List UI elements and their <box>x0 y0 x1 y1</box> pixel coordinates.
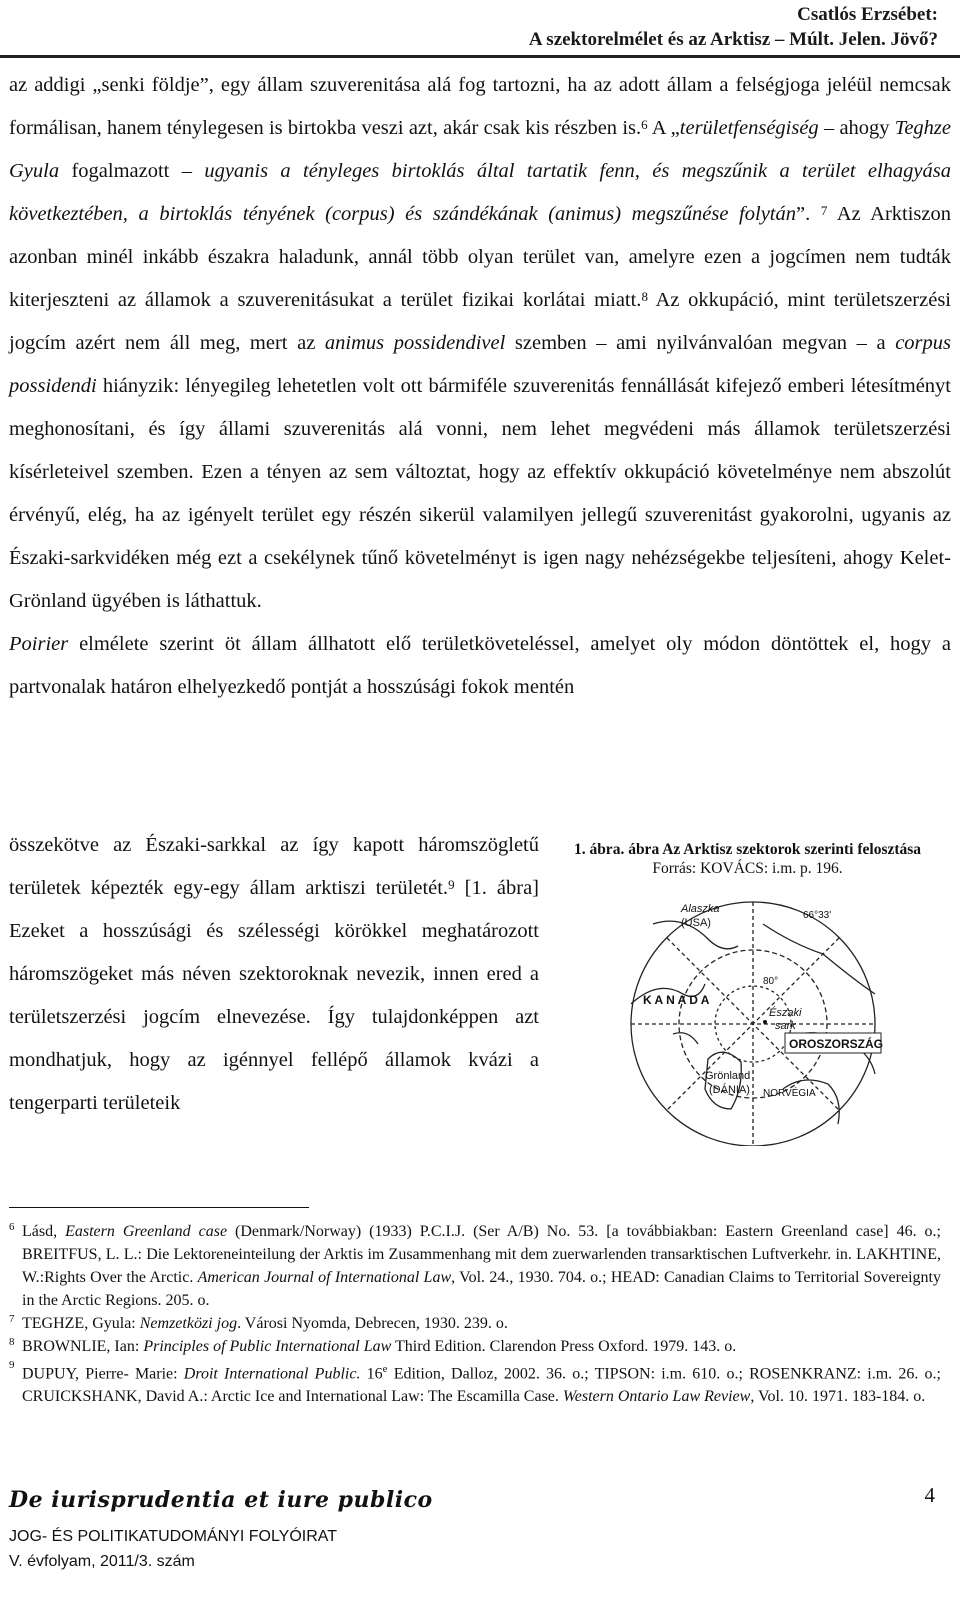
journal-title: De iurisprudentia et iure publico <box>9 1487 433 1513</box>
label-gronland: Grönland <box>704 1070 750 1082</box>
footnote-ref-8[interactable]: 8 <box>641 289 648 304</box>
footnote-text: Droit International Public. <box>183 1365 361 1383</box>
footnote-number: 7 <box>9 1313 15 1325</box>
running-header <box>529 2 938 52</box>
footnote-text: Western Ontario Law Review <box>562 1388 751 1406</box>
footnote-ref-6[interactable]: 6 <box>641 117 648 132</box>
label-sark: sark <box>774 1020 796 1032</box>
header-title: A szektorelmélet és az Arktisz – Múlt. Jelen. Jövő? <box>528 29 938 50</box>
text-span: az addigi „senki földje”, egy állam szuverenitása alá fog tartozni, ha az adott állam a felségjoga jeléül nemcsak formálisan, hanem ténylegesen is birtokba veszi azt, akár csak kis részben is. <box>9 74 951 139</box>
text-span: ”. <box>796 203 821 225</box>
label-alaszka: Alaszka <box>680 903 720 915</box>
journal-subtitle: JOG- ÉS POLITIKATUDOMÁNYI FOLYÓIRAT <box>9 1528 338 1545</box>
label-kanada: K A N A D A <box>642 993 709 1007</box>
figure-caption <box>560 840 935 859</box>
text-span: szemben – ami nyilvánvalóan megvan – a <box>505 332 896 354</box>
italic-span: területfenségiség <box>679 117 819 139</box>
caption-title: 1. ábra. ábra Az Arktisz szektorok szerinti felosztása <box>573 841 922 858</box>
paragraph-1 <box>9 64 951 623</box>
footnote-8 <box>9 1335 941 1358</box>
text-span: hiányzik: lényegileg lehetetlen volt ott bármiféle szuverenitás fennállását kifejező emberi létesítményt meghonosítani, és így állami szuverenitás alá vonni, nem lehet megvédeni más államok területszerzési kísérleteivel szemben. Ezen a tényen az sem változtat, hogy az effektív okkupáció követelménye nem abszolút érvényű, elég, ha az igényelt terület egy részén sikerül valamilyen jellegű szuverenitást gyakorolni, ugyanis az Északi-sarkvidéken még ezt a csekélynek tűnő követelményt is igen nagy nehézségekbe teljesíteni, ahogy Kelet-Grönland ügyében is láthattuk. <box>9 375 951 612</box>
footnote-ref-9[interactable]: 9 <box>448 877 455 892</box>
footnote-text: , Vol. 24., 1930. 704. o.; HEAD: Canadian Claims to Territorial Sovereignty in the Arctic Regions. 205. o. <box>22 1269 941 1309</box>
italic-span: animus possidendivel <box>324 332 506 354</box>
footnote-text: Nemzetközi jog <box>139 1315 238 1332</box>
figure-1 <box>560 840 935 1146</box>
label-66-33: 66°33' <box>802 910 831 921</box>
page-number: 4 <box>924 1483 935 1507</box>
label-80: 80° <box>762 976 778 987</box>
figure-source: Forrás: KOVÁCS: i.m. p. 196. <box>652 860 843 877</box>
label-oroszorszag: OROSZORSZÁG <box>788 1037 883 1051</box>
footnote-text: e <box>382 1363 388 1375</box>
footnote-text: American Journal of International Law <box>197 1269 452 1286</box>
paragraph-2 <box>9 623 951 709</box>
footnote-number: 9 <box>9 1359 15 1371</box>
header-rule <box>0 55 960 58</box>
coastline-siberia <box>763 924 875 994</box>
footnote-ref-7[interactable]: 7 <box>820 203 828 218</box>
footnote-text: TEGHZE, Gyula: <box>22 1315 140 1332</box>
label-eszaki: Északi <box>768 1007 801 1019</box>
italic-span: ugyanis a tényleges birtoklás által tartatik fenn, és megszűnik a terület elhagyása következtében, a birtoklás tényének (corpus) és szándékának (animus) megszűnése folytán <box>9 160 952 225</box>
header-author: Csatlós Erzsébet: <box>797 4 938 25</box>
text-span: Az okkupáció, mint területszerzési jogcím azért nem áll meg, mert az <box>9 289 951 354</box>
text-span: [1. ábra] Ezeket a hosszúsági és szélességi körökkel meghatározott háromszögeket más néven szektoroknak nevezik, innen ered a területszerzési jogcím elnevezése. Így tulajdonképpen azt mondhatjuk, hogy az igénnyel fellépő államok kvázi a tengerparti területeik <box>9 877 539 1114</box>
footnotes <box>9 1220 941 1408</box>
footnote-text: , Vol. 10. 1971. 183-184. o. <box>750 1388 926 1406</box>
paragraph-2-continued <box>9 824 539 1125</box>
footnote-text: DUPUY, Pierre- Marie: <box>22 1365 184 1383</box>
footnote-number: 6 <box>9 1221 15 1233</box>
footnote-7 <box>9 1312 941 1335</box>
text-span: összekötve az Északi-sarkkal az így kapott háromszögletű területek képezték egy-egy állam arktiszi területét. <box>9 834 539 899</box>
footnote-text: (Denmark/Norway) (1933) P.C.I.J. (Ser A/B) No. 53. [a továbbiakban: Eastern Greenland case] 46. o.; BREITFUS, L. L.: Die Lektoreneinteilung der Arktis im Zusammenhang mit dem zuerwarlenden transarktischen Luftverkehr. in. LAKHTINE, W.:Rights Over the Arctic. <box>22 1223 941 1286</box>
footnote-text: Edition, Dalloz, 2002. 36. o.; TIPSON: i.m. 610. o.; ROSENKRANZ: i.m. 26. o.; CRUICKSHANK, David A.: Arctic Ice and International Law: The Escamilla Case. <box>22 1365 942 1406</box>
footnote-number: 8 <box>9 1336 15 1348</box>
footnote-text: Eastern Greenland case <box>65 1223 228 1240</box>
label-dania: (DÁNIA) <box>708 1084 750 1096</box>
coastline-islands <box>673 1033 698 1044</box>
north-pole-marker <box>763 1020 767 1024</box>
footnote-text: Lásd, <box>22 1223 66 1240</box>
journal-issue: V. évfolyam, 2011/3. szám <box>9 1553 195 1570</box>
italic-span: Teghze Gyula <box>9 117 951 182</box>
text-span: A „ <box>647 117 680 139</box>
footnote-rule <box>9 1207 309 1208</box>
italic-span: Poirier <box>9 633 69 655</box>
footnote-6 <box>9 1220 941 1312</box>
footnote-text: . Városi Nyomda, Debrecen, 1930. 239. o. <box>237 1315 508 1332</box>
italic-span: corpus possidendi <box>9 332 951 397</box>
text-span: elmélete szerint öt állam állhatott elő területköveteléssel, amelyet oly módon döntöttek el, hogy a partvonalak határon elhelyezkedő pontját a hosszúsági fokok mentén <box>9 633 951 698</box>
footnote-text: 16 <box>360 1365 383 1383</box>
footnote-text: Principles of Public International Law <box>143 1338 392 1355</box>
arctic-sector-map <box>613 884 883 1146</box>
label-norvegia: NORVÉGIA <box>762 1088 816 1099</box>
text-span: fogalmazott – <box>59 160 205 182</box>
text-span: Az Arktiszon azonban minél inkább északra haladunk, annál több olyan terület van, amelyre ezen a jogcímen nem tudták kiterjeszteni az államok a szuverenitásukat a terület fizikai korlátai miatt. <box>9 203 952 311</box>
footnote-text: BROWNLIE, Ian: <box>22 1338 144 1355</box>
text-span: – ahogy <box>818 117 895 139</box>
main-text <box>9 64 951 709</box>
footnote-text: Third Edition. Clarendon Press Oxford. 1979. 143. o. <box>391 1338 737 1355</box>
footnote-9 <box>9 1358 941 1408</box>
label-usa: (USA) <box>680 917 711 929</box>
